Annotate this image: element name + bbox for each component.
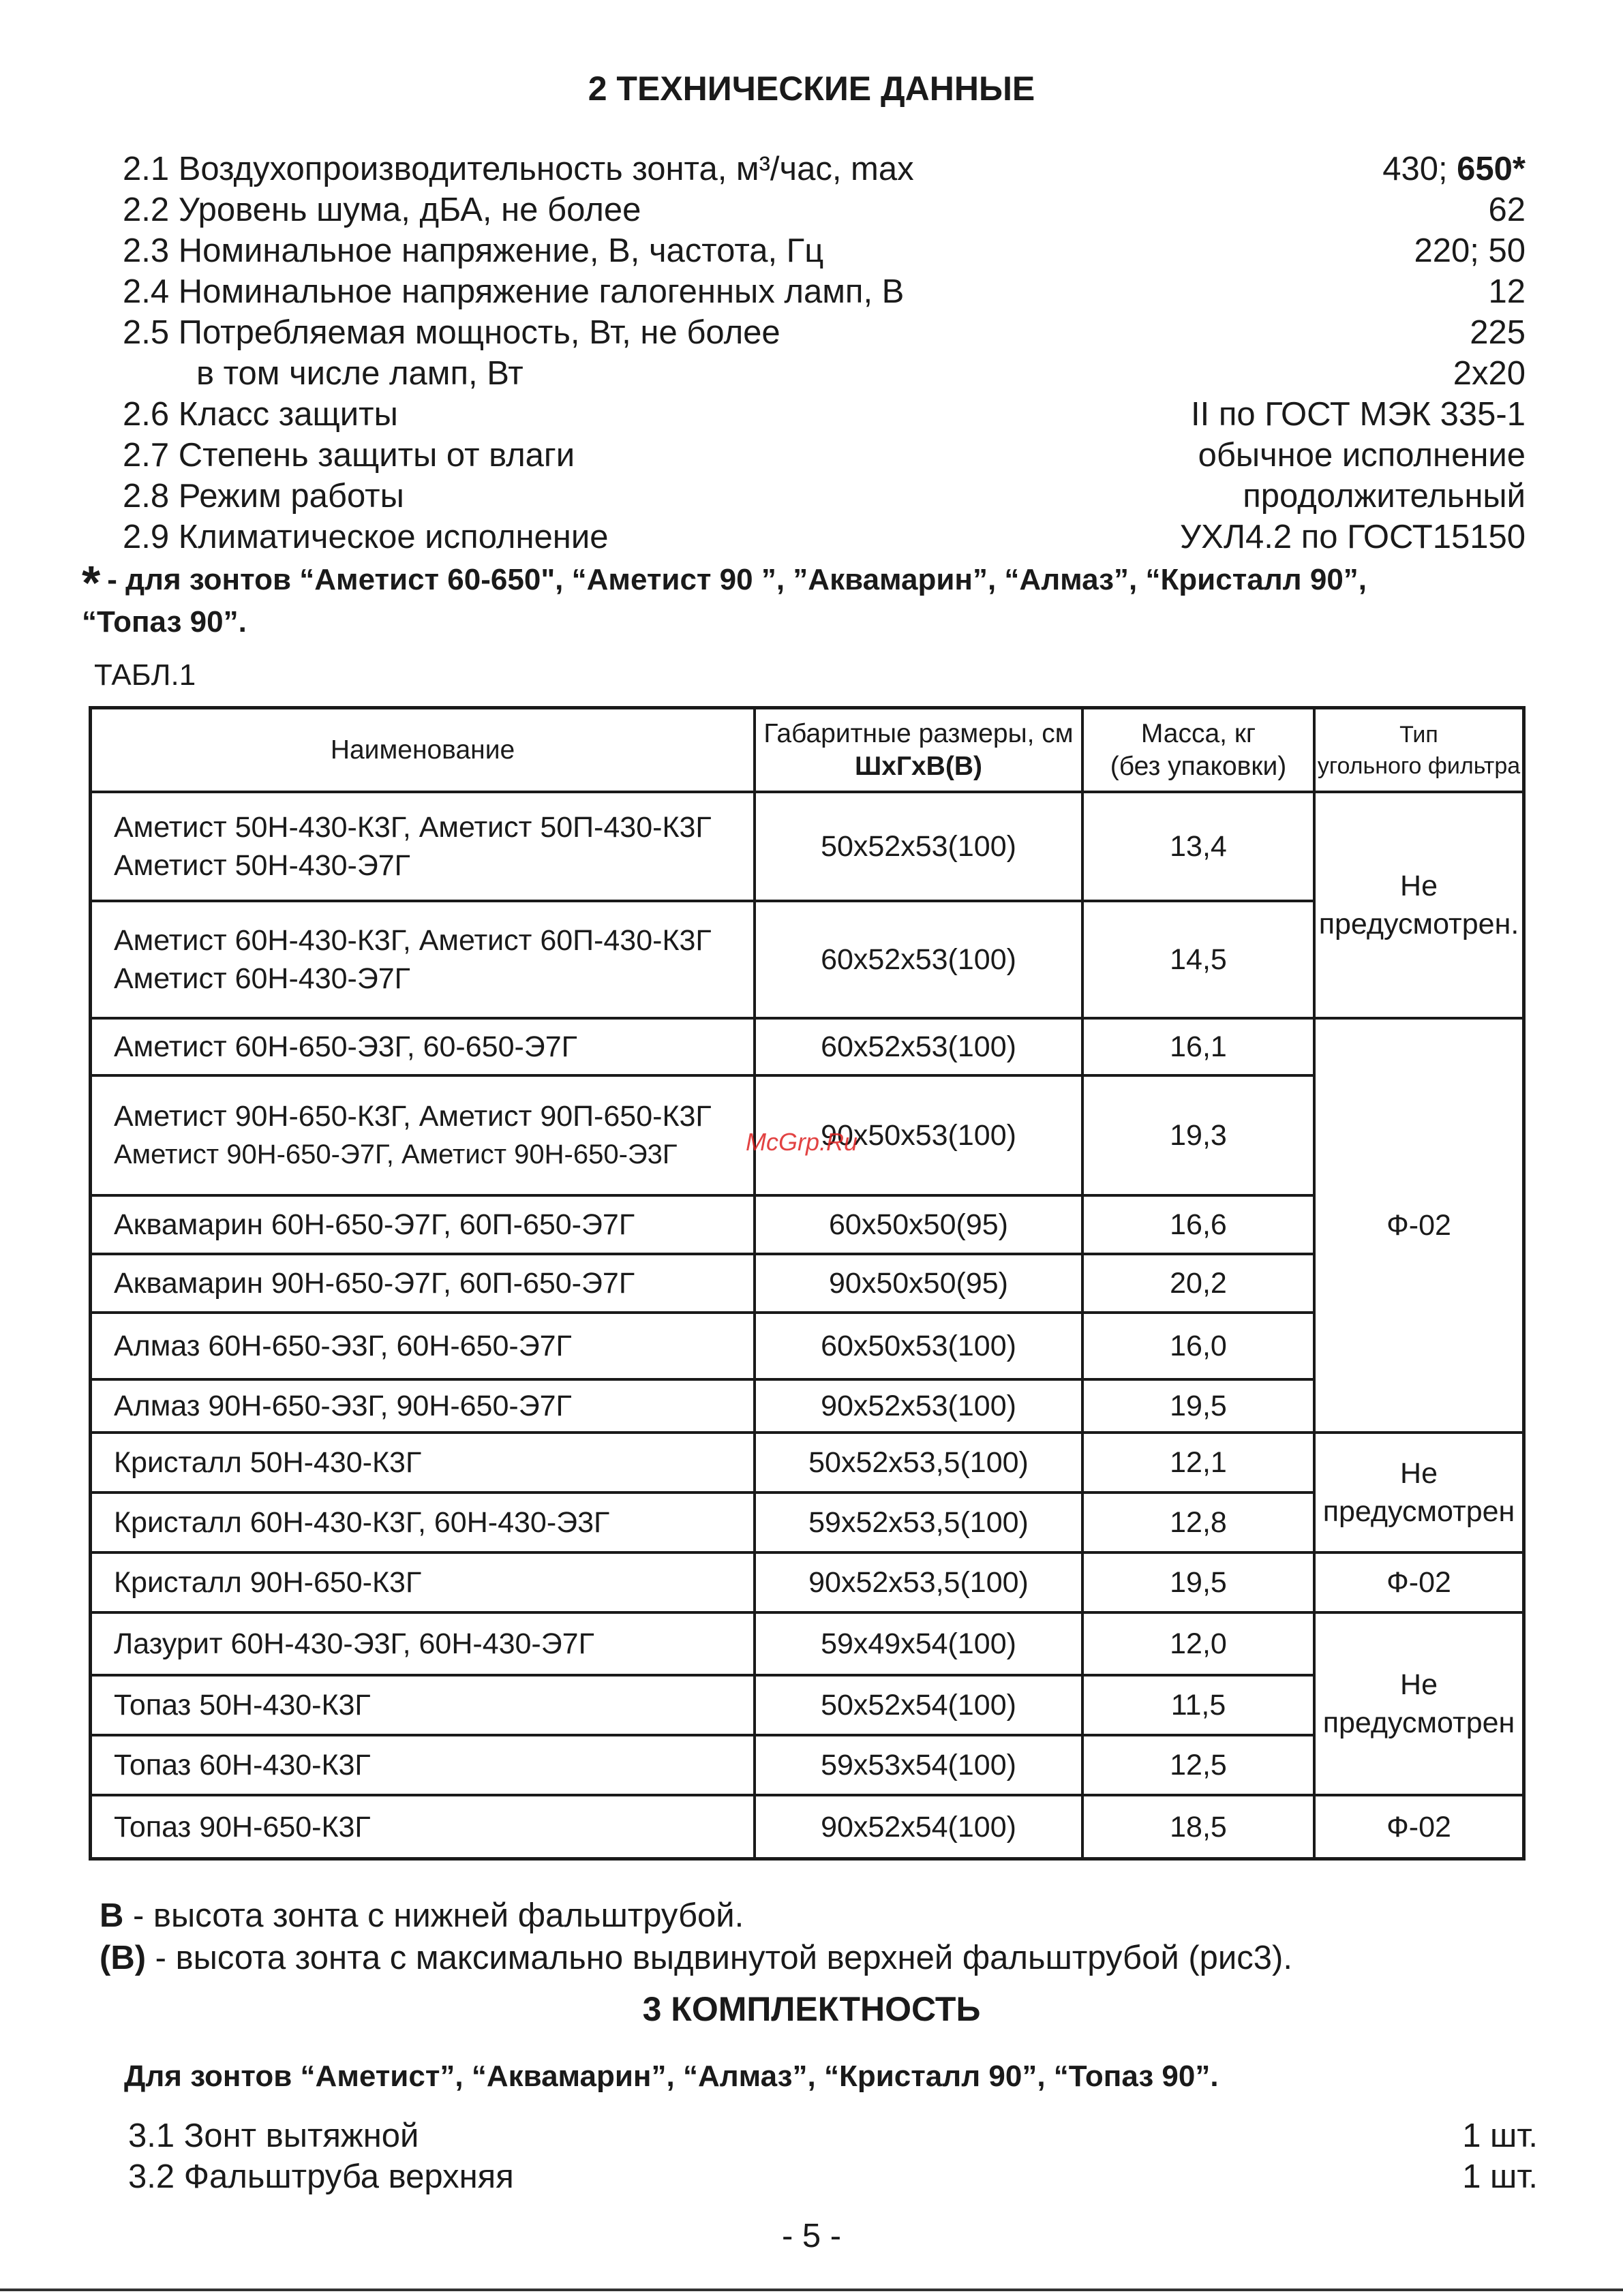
kit-row <box>128 2156 1538 2197</box>
table-border <box>89 1857 1526 1861</box>
spec-label: 2.8 Режим работы <box>123 478 404 515</box>
spec-value: продолжительный <box>1243 478 1526 515</box>
kit-label: 3.2 Фальштруба верхняя <box>128 2158 514 2195</box>
section-2-title: 2 ТЕХНИЧЕСКИЕ ДАННЫЕ <box>588 70 1035 108</box>
table-row-dims: 59x52x53,5(100) <box>808 1506 1029 1539</box>
table-row-dims: 50x52x54(100) <box>821 1689 1016 1721</box>
spec-row <box>123 230 1526 271</box>
table-filter-cell <box>1316 1614 1522 1794</box>
specs-table <box>89 706 1526 1861</box>
table-header-mass <box>1084 709 1313 791</box>
table-row-name: Лазурит 60Н-430-Э3Г, 60Н-430-Э7Г <box>114 1627 594 1660</box>
header-dims-line2: ШхГхВ(В) <box>855 751 982 781</box>
legend-bb-key: (В) <box>100 1940 147 1976</box>
table-row-mass: 11,5 <box>1170 1689 1226 1721</box>
spec-row <box>123 271 1526 312</box>
spec-row <box>123 435 1526 476</box>
kit-value: 1 шт. <box>1462 2158 1538 2195</box>
table-row-mass: 19,3 <box>1170 1119 1227 1152</box>
row-name-line: Аметист 50Н-430-Э7Г <box>114 849 410 882</box>
row-name-line: Аметист 60Н-430-К3Г, Аметист 60П-430-К3Г <box>114 924 712 957</box>
table-filter-cell: Ф-02 <box>1386 1566 1451 1599</box>
table-filter-cell: Ф-02 <box>1386 1209 1451 1242</box>
table-row-mass: 19,5 <box>1170 1566 1227 1599</box>
table-row-dims: 90x52x53,5(100) <box>808 1566 1029 1599</box>
header-filter-line2: угольного фильтра <box>1317 752 1521 779</box>
kit-label: 3.1 Зонт вытяжной <box>128 2117 419 2154</box>
table-row-dims: 90x52x54(100) <box>821 1810 1016 1843</box>
table-filter-cell <box>1316 1434 1522 1551</box>
table-row-dims: 90x50x53(100) <box>821 1119 1016 1152</box>
filter-line: предусмотрен. <box>1318 908 1519 940</box>
spec-label: 2.7 Степень защиты от влаги <box>123 437 575 474</box>
spec-row <box>123 476 1526 517</box>
filter-line: Не <box>1400 870 1438 902</box>
spec-value: УХЛ4.2 по ГОСТ15150 <box>1180 519 1526 555</box>
table-row-mass: 12,5 <box>1170 1749 1227 1781</box>
table-row-name: Аквамарин 90Н-650-Э7Г, 60П-650-Э7Г <box>114 1267 635 1300</box>
table-row-name: Топаз 90Н-650-К3Г <box>114 1810 371 1843</box>
footnote-line-1: - для зонтов “Аметист 60-650", “Аметист 90 ”, ”Аквамарин”, “Алмаз”, “Кристалл 90”, <box>107 563 1367 596</box>
spec-value: 62 <box>1488 192 1526 228</box>
table-row-name: Кристалл 90Н-650-К3Г <box>114 1566 422 1599</box>
table-row-dims: 60x52x53(100) <box>821 943 1016 976</box>
spec-label: в том числе ламп, Вт <box>196 355 524 392</box>
table-header-dims <box>756 709 1081 791</box>
footnote-star: * <box>82 556 101 609</box>
table-caption: ТАБЛ.1 <box>94 658 196 692</box>
table-header-name: Наименование <box>330 735 515 765</box>
table-row-name: Топаз 60Н-430-К3Г <box>114 1749 371 1781</box>
spec-label: 2.5 Потребляемая мощность, Вт, не более <box>123 314 780 351</box>
table-row-dims: 60x52x53(100) <box>821 1030 1016 1063</box>
header-filter-line1: Тип <box>1399 721 1438 748</box>
spec-value: 220; 50 <box>1414 232 1526 269</box>
spec-row <box>123 517 1526 557</box>
table-row-mass: 13,4 <box>1170 830 1227 863</box>
table-row-name <box>92 902 753 1017</box>
table-row-mass: 12,8 <box>1170 1506 1227 1539</box>
table-row-name: Кристалл 60Н-430-К3Г, 60Н-430-Э3Г <box>114 1506 610 1539</box>
spec-row <box>123 149 1526 189</box>
legend-b-key: В <box>100 1897 124 1934</box>
table-row-name: Аметист 60Н-650-Э3Г, 60-650-Э7Г <box>114 1030 577 1063</box>
spec-value: 2x20 <box>1453 355 1526 392</box>
legend-b-text: - высота зонта с нижней фальштрубой. <box>123 1897 744 1934</box>
spec-value: обычное исполнение <box>1198 437 1526 474</box>
spec-label: 2.9 Климатическое исполнение <box>123 519 609 555</box>
page-number: - 5 - <box>781 2218 842 2254</box>
table-row-name: Топаз 50Н-430-К3Г <box>114 1689 371 1721</box>
legend-bb <box>100 1937 1292 1979</box>
table-row-mass: 12,1 <box>1170 1446 1227 1479</box>
table-row-name <box>92 793 753 900</box>
filter-line: предусмотрен <box>1322 1706 1515 1739</box>
spec-value: 430; 650* <box>1382 151 1526 187</box>
spec-value: 12 <box>1488 273 1526 310</box>
table-row-mass: 16,6 <box>1170 1208 1227 1241</box>
table-row-mass: 16,1 <box>1170 1030 1227 1063</box>
spec-row <box>123 189 1526 230</box>
legend-bb-text: - высота зонта с максимально выдвинутой верхней фальштрубой (рис3). <box>146 1940 1292 1976</box>
table-row-mass: 20,2 <box>1170 1267 1227 1300</box>
row-name-line: Аметист 90Н-650-Э7Г, Аметист 90Н-650-Э3Г <box>114 1139 678 1169</box>
footnote <box>82 556 1547 642</box>
legend-b <box>100 1895 744 1937</box>
table-row-name: Алмаз 90Н-650-Э3Г, 90Н-650-Э7Г <box>114 1390 572 1422</box>
table-filter-cell: Ф-02 <box>1386 1810 1451 1843</box>
table-row-mass: 18,5 <box>1170 1810 1227 1843</box>
header-mass-line2: (без упаковки) <box>1110 751 1287 781</box>
table-row-name: Кристалл 50Н-430-К3Г <box>114 1446 422 1479</box>
filter-line: Не <box>1400 1457 1438 1490</box>
spec-label: 2.4 Номинальное напряжение галогенных ламп, В <box>123 273 905 310</box>
footnote-line-2: “Топаз 90”. <box>82 605 247 639</box>
spec-label: 2.3 Номинальное напряжение, В, частота, Гц <box>123 232 824 269</box>
spec-value: II по ГОСТ МЭК 335-1 <box>1191 396 1526 433</box>
kit-row <box>128 2115 1538 2156</box>
table-header-filter <box>1316 709 1522 791</box>
filter-line: предусмотрен <box>1322 1495 1515 1528</box>
table-row-dims: 60x50x53(100) <box>821 1330 1016 1362</box>
table-border <box>1522 706 1526 1861</box>
table-row-name: Аквамарин 60Н-650-Э7Г, 60П-650-Э7Г <box>114 1208 635 1241</box>
spec-row <box>123 394 1526 435</box>
spec-row <box>123 353 1526 394</box>
table-row-mass: 19,5 <box>1170 1390 1227 1422</box>
table-row-dims: 60x50x50(95) <box>829 1208 1008 1241</box>
table-row-dims: 59x53x54(100) <box>821 1749 1016 1781</box>
table-filter-cell <box>1316 793 1522 1017</box>
table-row-mass: 14,5 <box>1170 943 1227 976</box>
section-3-subtitle: Для зонтов “Аметист”, “Аквамарин”, “Алмаз”, “Кристалл 90”, “Топаз 90”. <box>124 2060 1219 2093</box>
header-mass-line1: Масса, кг <box>1140 718 1256 748</box>
page-bottom-rule <box>0 2289 1623 2291</box>
table-row-dims: 50x52x53,5(100) <box>808 1446 1029 1479</box>
spec-value: 225 <box>1470 314 1526 351</box>
table-row-dims: 90x52x53(100) <box>821 1390 1016 1422</box>
watermark: McGrp.Ru <box>746 1128 858 1156</box>
table-row-dims: 59x49x54(100) <box>821 1627 1016 1660</box>
section-3-title: 3 КОМПЛЕКТНОСТЬ <box>642 1990 981 2028</box>
spec-label: 2.6 Класс защиты <box>123 396 398 433</box>
kit-value: 1 шт. <box>1462 2117 1538 2154</box>
spec-row <box>123 312 1526 353</box>
table-row-mass: 12,0 <box>1170 1627 1227 1660</box>
table-row-mass: 16,0 <box>1170 1330 1227 1362</box>
spec-label: 2.2 Уровень шума, дБА, не более <box>123 192 641 228</box>
header-dims-line1: Габаритные размеры, см <box>763 718 1074 748</box>
filter-line: Не <box>1400 1668 1438 1701</box>
table-row-name: Алмаз 60Н-650-Э3Г, 60Н-650-Э7Г <box>114 1330 572 1362</box>
table-row-name <box>92 1077 753 1194</box>
table-row-dims: 90x50x50(95) <box>829 1267 1008 1300</box>
row-name-line: Аметист 50Н-430-К3Г, Аметист 50П-430-К3Г <box>114 811 712 844</box>
row-name-line: Аметист 90Н-650-К3Г, Аметист 90П-650-К3Г <box>114 1100 712 1133</box>
table-row-dims: 50x52x53(100) <box>821 830 1016 863</box>
spec-label: 2.1 Воздухопроизводительность зонта, м³/час, max <box>123 151 914 187</box>
row-name-line: Аметист 60Н-430-Э7Г <box>114 962 410 995</box>
